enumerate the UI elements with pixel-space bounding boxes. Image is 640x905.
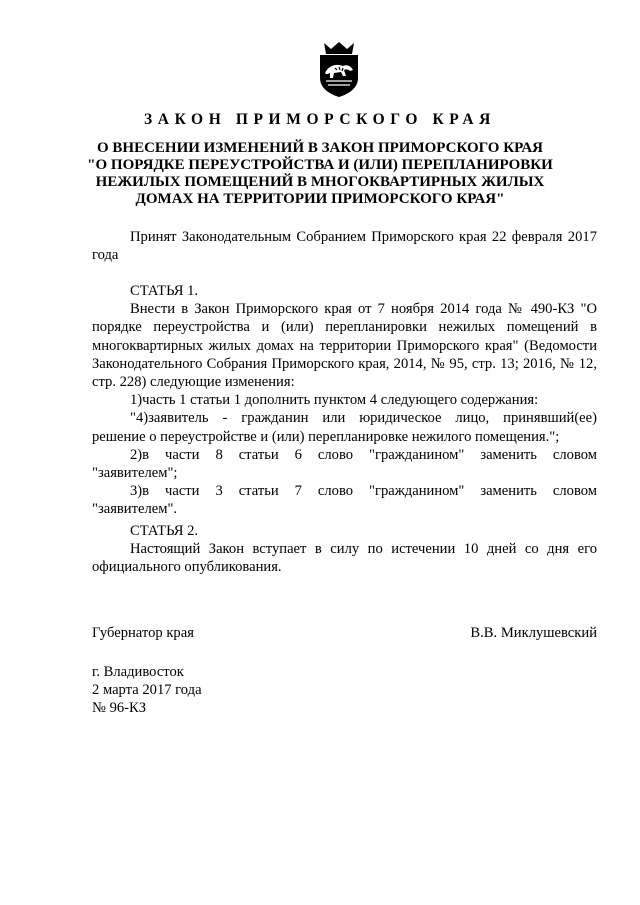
date: 2 марта 2017 года — [92, 682, 202, 699]
coat-of-arms-emblem — [316, 40, 362, 98]
title-line: О ВНЕСЕНИИ ИЗМЕНЕНИЙ В ЗАКОН ПРИМОРСКОГО КРАЯ — [97, 140, 543, 156]
city: г. Владивосток — [92, 664, 184, 680]
document-footer — [92, 663, 202, 718]
article-1-intro: Внести в Закон Приморского края от 7 ноября 2014 года № 490-КЗ "О порядке переустройства и (или) перепланировки нежилых помещений в многоквартирных жилых домах на территории Приморского края" (Ведомости Законодательного Собрания Приморского края, 2014, № 95, стр. 13; 2016, № 12, стр. 228) следующие изменения: — [92, 301, 597, 391]
article-1-item-1-quote: "4)заявитель - гражданин или юридическое лицо, принявший(ее) — [130, 410, 597, 427]
signatory-position: Губернатор края — [92, 625, 194, 641]
article-2 — [92, 522, 597, 577]
title-line: "О ПОРЯДКЕ ПЕРЕУСТРОЙСТВА И (ИЛИ) ПЕРЕПЛАНИРОВКИ — [87, 157, 553, 173]
adoption-note-block — [92, 228, 597, 264]
title-line: ДОМАХ НА ТЕРРИТОРИИ ПРИМОРСКОГО КРАЯ" — [135, 191, 505, 207]
article-1-heading: СТАТЬЯ 1. — [130, 283, 199, 299]
article-1-item-1-quote-cont: решение о переустройстве и (или) перепланировке нежилого помещения."; — [92, 428, 560, 445]
article-2-heading: СТАТЬЯ 2. — [130, 523, 199, 539]
article-1-item-1: 1)часть 1 статьи 1 дополнить пунктом 4 следующего содержания: — [130, 392, 539, 409]
article-1-item-3-cont: "заявителем". — [92, 501, 178, 518]
article-1-item-2-cont: "заявителем"; — [92, 465, 178, 482]
law-type-heading: ЗАКОН ПРИМОРСКОГО КРАЯ — [144, 111, 496, 128]
adoption-note: Принят Законодательным Собранием Приморского края 22 февраля 2017 года — [92, 229, 597, 264]
signatory-name: В.В. Миклушевский — [470, 625, 597, 641]
title-line: НЕЖИЛЫХ ПОМЕЩЕНИЙ В МНОГОКВАРТИРНЫХ ЖИЛЫХ — [95, 174, 545, 190]
article-2-text: Настоящий Закон вступает в силу по истечении 10 дней со дня его официального опубликования. — [92, 541, 597, 576]
article-1-item-2: 2)в части 8 статьи 6 слово "гражданином" заменить словом — [130, 446, 597, 463]
law-number: № 96-КЗ — [92, 700, 147, 717]
article-1-item-3: 3)в части 3 статьи 7 слово "гражданином" заменить словом — [130, 483, 597, 500]
article-1 — [92, 282, 597, 519]
law-title — [70, 140, 570, 208]
